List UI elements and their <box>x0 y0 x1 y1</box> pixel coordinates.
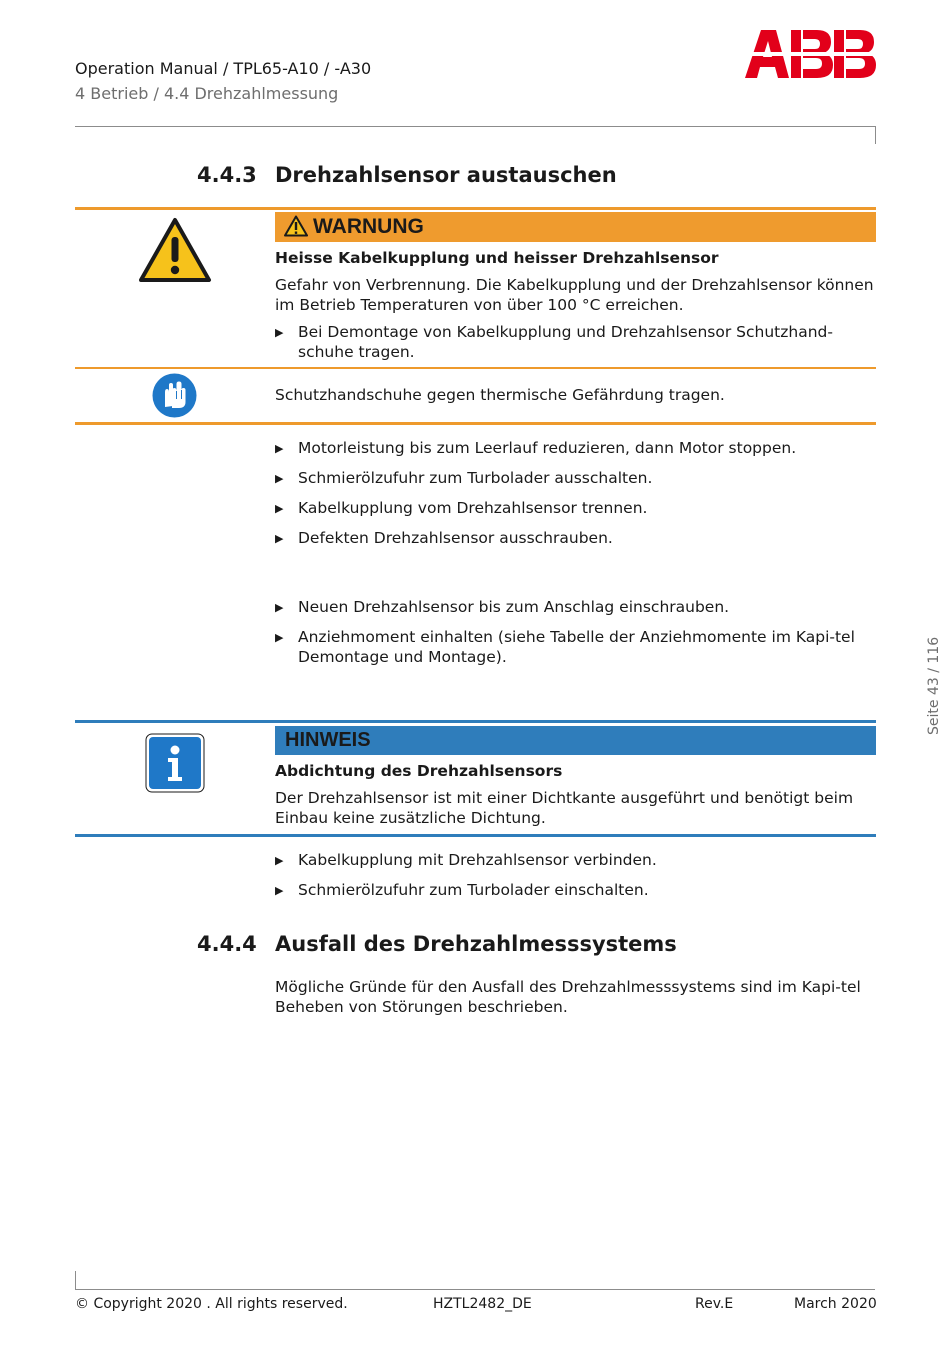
list-item-text: Defekten Drehzahlsensor ausschrauben. <box>298 529 613 547</box>
list-item <box>275 880 875 910</box>
list-item <box>275 468 875 498</box>
bullet-arrow-icon: ▶ <box>275 502 284 515</box>
ppe-instruction: Schutzhandschuhe gegen thermische Gefährdung tragen. <box>275 386 725 404</box>
step-list-a <box>275 438 875 558</box>
step-list-c <box>275 850 875 910</box>
document-title: Operation Manual / TPL65-A10 / -A30 <box>75 59 372 78</box>
list-item-text: Kabelkupplung vom Drehzahlsensor trennen. <box>298 499 648 517</box>
list-item-text: Schmierölzufuhr zum Turbolader ausschalten. <box>298 469 653 487</box>
step-list-b <box>275 597 875 667</box>
note-top-rule <box>75 720 876 723</box>
section-number: 4.4.4 <box>197 932 257 956</box>
bullet-arrow-icon: ▶ <box>275 884 284 897</box>
list-item-text: Motorleistung bis zum Leerlauf reduzieren, dann Motor stoppen. <box>298 439 797 457</box>
section-body: Mögliche Gründe für den Ausfall des Drehzahlmesssystems sind im Kapi-tel Beheben von Störungen beschrieben. <box>275 978 861 1016</box>
list-item <box>275 627 875 667</box>
bullet-arrow-icon: ▶ <box>275 326 284 339</box>
breadcrumb: 4 Betrieb / 4.4 Drehzahlmessung <box>75 84 339 103</box>
bullet-arrow-icon: ▶ <box>275 442 284 455</box>
warning-bullet <box>275 322 875 362</box>
list-item <box>275 850 875 880</box>
list-item-text: Schmierölzufuhr zum Turbolader einschalten. <box>298 881 649 899</box>
list-item-text: Neuen Drehzahlsensor bis zum Anschlag einschrauben. <box>298 598 730 616</box>
footer-divider <box>75 1289 875 1290</box>
warning-bottom-rule <box>75 422 876 425</box>
note-body: Der Drehzahlsensor ist mit einer Dichtkante ausgeführt und benötigt beim Einbau keine zusätzliche Dichtung. <box>275 789 854 827</box>
bullet-arrow-icon: ▶ <box>275 472 284 485</box>
warning-top-rule <box>75 207 876 210</box>
warning-triangle-icon <box>138 217 212 283</box>
section-title: Ausfall des Drehzahlmesssystems <box>275 932 677 956</box>
footer-copyright: © Copyright 2020 . All rights reserved. <box>75 1296 348 1312</box>
footer-date: March 2020 <box>794 1296 877 1312</box>
header-divider <box>75 126 875 127</box>
footer-revision: Rev.E <box>695 1296 734 1312</box>
list-item <box>275 498 875 528</box>
bullet-arrow-icon: ▶ <box>275 532 284 545</box>
bullet-arrow-icon: ▶ <box>275 854 284 867</box>
bullet-arrow-icon: ▶ <box>275 631 284 644</box>
section-title: Drehzahlsensor austauschen <box>275 163 617 187</box>
note-label: HINWEIS <box>285 729 371 751</box>
note-heading: Abdichtung des Drehzahlsensors <box>275 762 563 780</box>
page-number-side: Seite 43 / 116 <box>926 636 942 735</box>
bullet-arrow-icon: ▶ <box>275 601 284 614</box>
list-item-text: Kabelkupplung mit Drehzahlsensor verbinden. <box>298 851 657 869</box>
abb-logo <box>745 30 876 78</box>
warning-heading: Heisse Kabelkupplung und heisser Drehzahlsensor <box>275 249 719 267</box>
warning-small-icon <box>284 215 308 237</box>
warning-body: Gefahr von Verbrennung. Die Kabelkupplung und der Drehzahlsensor können im Betrieb Temperaturen von über 100 °C erreichen. <box>275 276 874 314</box>
gloves-icon <box>152 373 197 418</box>
list-item <box>275 438 875 468</box>
section-number: 4.4.3 <box>197 163 257 187</box>
warning-mid-rule <box>75 367 876 369</box>
info-icon <box>145 733 205 793</box>
list-item <box>275 597 875 627</box>
warning-bullet-text: Bei Demontage von Kabelkupplung und Drehzahlsensor Schutzhand-schuhe tragen. <box>298 323 833 361</box>
header-divider-tick <box>875 126 876 144</box>
note-bottom-rule <box>75 834 876 837</box>
warning-label: WARNUNG <box>313 215 424 238</box>
footer-divider-tick <box>75 1271 76 1289</box>
list-item <box>275 528 875 558</box>
footer-doc-id: HZTL2482_DE <box>433 1296 532 1312</box>
list-item-text: Anziehmoment einhalten (siehe Tabelle der Anziehmomente im Kapi-tel Demontage und Montage). <box>298 628 855 666</box>
